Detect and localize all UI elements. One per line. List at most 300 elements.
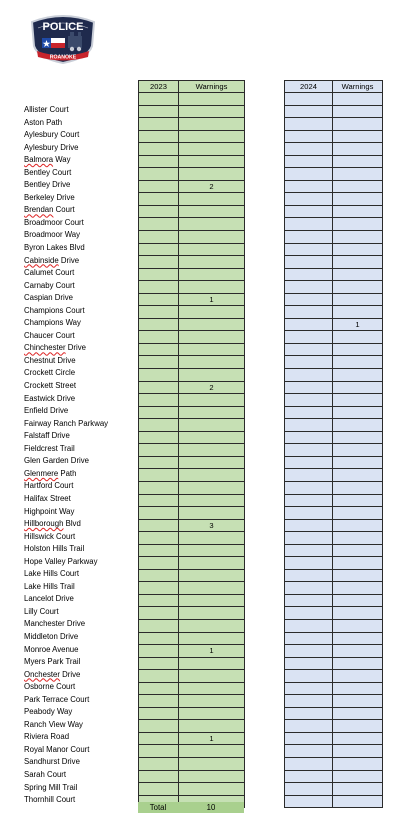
warnings-cell[interactable]: 1 [179, 645, 245, 658]
table-cell-blank[interactable] [285, 218, 333, 231]
table-cell-blank[interactable] [139, 707, 179, 720]
warnings-cell[interactable] [179, 607, 245, 620]
warnings-cell[interactable] [333, 519, 383, 532]
street-name: Hartford Court [24, 481, 74, 491]
street-name: Lilly Court [24, 606, 59, 616]
warnings-cell[interactable] [179, 431, 245, 444]
table-cell-blank[interactable] [139, 168, 179, 181]
warnings-cell[interactable] [333, 645, 383, 658]
table-cell-blank[interactable] [285, 343, 333, 356]
street-name: Sandhurst Drive [24, 757, 80, 767]
table-row [285, 356, 383, 369]
table-cell-blank[interactable] [285, 369, 333, 382]
warnings-cell[interactable] [179, 205, 245, 218]
street-name: Royal Manor Court [24, 744, 90, 754]
warnings-cell[interactable] [179, 544, 245, 557]
warnings-cell[interactable] [333, 594, 383, 607]
table-cell-blank[interactable] [139, 318, 179, 331]
table-cell-blank[interactable] [139, 494, 179, 507]
warnings-cell[interactable] [333, 444, 383, 457]
table-row [139, 469, 245, 482]
table-cell-blank[interactable] [285, 193, 333, 206]
warnings-cell[interactable] [179, 670, 245, 683]
street-name: Manchester Drive [24, 619, 86, 629]
table-cell-blank[interactable] [139, 519, 179, 532]
warnings-cell[interactable] [179, 481, 245, 494]
warnings-cell[interactable] [179, 231, 245, 244]
warnings-cell[interactable] [179, 594, 245, 607]
warnings-cell[interactable] [179, 155, 245, 168]
table-row [285, 481, 383, 494]
table-cell-blank[interactable] [139, 118, 179, 131]
table-cell-blank[interactable] [139, 268, 179, 281]
warnings-cell[interactable] [179, 281, 245, 294]
warnings-cell[interactable]: 1 [333, 318, 383, 331]
warnings-cell[interactable] [333, 180, 383, 193]
table-cell-blank[interactable] [285, 507, 333, 520]
street-name: Enfield Drive [24, 406, 69, 416]
warnings-cell[interactable] [333, 456, 383, 469]
warnings-cell[interactable] [333, 143, 383, 156]
table-cell-blank[interactable] [285, 205, 333, 218]
warnings-cell[interactable] [333, 607, 383, 620]
table-cell-blank[interactable] [139, 281, 179, 294]
table-cell-blank[interactable] [139, 256, 179, 269]
warnings-2024-table [284, 80, 383, 808]
table-cell-blank[interactable] [285, 519, 333, 532]
warnings-cell[interactable] [333, 343, 383, 356]
warnings-cell[interactable] [179, 331, 245, 344]
street-name: Highpoint Way [24, 506, 75, 516]
table-row [285, 331, 383, 344]
warnings-cell[interactable] [333, 406, 383, 419]
table-cell-blank[interactable] [179, 93, 245, 106]
warnings-cell[interactable] [333, 757, 383, 770]
table-row [285, 256, 383, 269]
street-name: Cabinside Drive [24, 255, 80, 265]
warnings-cell[interactable]: 2 [179, 180, 245, 193]
table-row [285, 469, 383, 482]
table-cell-blank[interactable] [139, 155, 179, 168]
table-cell-blank[interactable] [285, 231, 333, 244]
table-cell-blank[interactable] [139, 507, 179, 520]
warnings-cell[interactable]: 1 [179, 732, 245, 745]
warnings-cell[interactable] [179, 256, 245, 269]
table-row [285, 444, 383, 457]
street-name: Falstaff Drive [24, 431, 70, 441]
street-name: Lancelot Drive [24, 594, 74, 604]
warnings-cell[interactable] [179, 243, 245, 256]
table-cell-blank[interactable] [139, 243, 179, 256]
table-cell-blank[interactable] [285, 456, 333, 469]
table-cell-blank[interactable] [285, 770, 333, 783]
warnings-cell[interactable] [179, 632, 245, 645]
street-name: Fieldcrest Trail [24, 443, 75, 453]
table-cell-blank[interactable] [139, 632, 179, 645]
table-cell-blank[interactable] [139, 757, 179, 770]
table-cell-blank[interactable] [139, 180, 179, 193]
warnings-cell[interactable] [179, 444, 245, 457]
warnings-cell[interactable] [333, 657, 383, 670]
table-row [139, 632, 245, 645]
table-row [139, 757, 245, 770]
street-name: Glen Garden Drive [24, 456, 90, 466]
table-cell-blank[interactable] [285, 143, 333, 156]
table-cell-blank[interactable] [285, 607, 333, 620]
table-row [285, 130, 383, 143]
table-row [139, 93, 245, 106]
warnings-cell[interactable] [179, 507, 245, 520]
table-cell-blank[interactable] [285, 569, 333, 582]
table-cell-blank[interactable] [285, 105, 333, 118]
table-row [285, 293, 383, 306]
table-cell-blank[interactable] [139, 343, 179, 356]
warnings-cell[interactable] [179, 193, 245, 206]
table-cell-blank[interactable] [139, 331, 179, 344]
warnings-cell[interactable] [179, 356, 245, 369]
warnings-cell[interactable] [333, 394, 383, 407]
table-cell-blank[interactable] [139, 356, 179, 369]
table-cell-blank[interactable] [285, 544, 333, 557]
warnings-cell[interactable] [333, 419, 383, 432]
table-cell-blank[interactable] [139, 532, 179, 545]
table-cell-blank[interactable] [285, 394, 333, 407]
table-cell-blank[interactable] [333, 93, 383, 106]
table-cell-blank[interactable] [139, 720, 179, 733]
table-row [139, 481, 245, 494]
table-cell-blank[interactable] [285, 469, 333, 482]
table-cell-blank[interactable] [285, 180, 333, 193]
table-cell-blank[interactable] [285, 532, 333, 545]
warnings-cell[interactable] [179, 143, 245, 156]
warnings-cell[interactable] [333, 670, 383, 683]
table-cell-blank[interactable] [285, 783, 333, 796]
warnings-cell[interactable] [333, 381, 383, 394]
warnings-cell[interactable] [179, 783, 245, 796]
table-cell-blank[interactable] [139, 557, 179, 570]
table-cell-blank[interactable] [285, 118, 333, 131]
warnings-cell[interactable] [333, 619, 383, 632]
table-cell-blank[interactable] [139, 231, 179, 244]
warnings-cell[interactable] [179, 218, 245, 231]
table-row [285, 180, 383, 193]
warnings-cell[interactable] [333, 218, 383, 231]
warnings-cell[interactable] [179, 757, 245, 770]
table-cell-blank[interactable] [139, 732, 179, 745]
table-row [285, 369, 383, 382]
table-row [139, 381, 245, 394]
warnings-cell[interactable]: 1 [179, 293, 245, 306]
warnings-cell[interactable] [333, 632, 383, 645]
warnings-cell[interactable] [179, 118, 245, 131]
warnings-cell[interactable] [179, 268, 245, 281]
table-cell-blank[interactable] [285, 155, 333, 168]
warnings-cell[interactable] [333, 331, 383, 344]
table-cell-blank[interactable] [139, 306, 179, 319]
table-cell-blank[interactable] [285, 331, 333, 344]
table-cell-blank[interactable] [285, 419, 333, 432]
street-name: Halifax Street [24, 493, 71, 503]
table-row [139, 682, 245, 695]
warnings-cell[interactable] [333, 745, 383, 758]
table-cell-blank[interactable] [285, 720, 333, 733]
table-cell-blank[interactable] [139, 419, 179, 432]
table-row [139, 544, 245, 557]
warnings-cell[interactable] [179, 582, 245, 595]
table-row [285, 155, 383, 168]
table-cell-blank[interactable] [285, 431, 333, 444]
table-cell-blank[interactable] [139, 293, 179, 306]
table-row [139, 256, 245, 269]
table-cell-blank[interactable] [285, 168, 333, 181]
table-cell-blank[interactable] [139, 431, 179, 444]
warnings-cell[interactable] [179, 657, 245, 670]
table-row [285, 670, 383, 683]
table-row [139, 707, 245, 720]
table-cell-blank[interactable] [139, 745, 179, 758]
table-cell-blank[interactable] [139, 444, 179, 457]
table-cell-blank[interactable] [139, 130, 179, 143]
warnings-cell[interactable] [333, 306, 383, 319]
warnings-cell[interactable] [333, 369, 383, 382]
table-cell-blank[interactable] [285, 406, 333, 419]
street-name: Chaucer Court [24, 330, 75, 340]
table-header-row [285, 81, 383, 93]
table-cell-blank[interactable] [139, 369, 179, 382]
table-cell-blank[interactable] [285, 670, 333, 683]
warnings-cell[interactable] [179, 695, 245, 708]
table-cell-blank[interactable] [139, 783, 179, 796]
street-name: Peabody Way [24, 707, 73, 717]
warnings-cell[interactable] [179, 720, 245, 733]
warnings-cell[interactable] [333, 105, 383, 118]
table-cell-blank[interactable] [285, 732, 333, 745]
table-cell-blank[interactable] [139, 143, 179, 156]
table-row [139, 519, 245, 532]
street-name: Ranch View Way [24, 719, 83, 729]
table-cell-blank[interactable] [285, 757, 333, 770]
table-cell-blank[interactable] [139, 670, 179, 683]
warnings-cell[interactable] [333, 707, 383, 720]
table-cell-blank[interactable] [285, 557, 333, 570]
table-row [285, 582, 383, 595]
street-name: Bentley Court [24, 167, 72, 177]
table-cell-blank[interactable] [139, 582, 179, 595]
table-row [139, 155, 245, 168]
warnings-cell[interactable] [179, 469, 245, 482]
table-cell-blank[interactable] [139, 682, 179, 695]
warnings-cell[interactable] [333, 118, 383, 131]
warnings-cell[interactable] [179, 456, 245, 469]
table-row [285, 243, 383, 256]
warnings-cell[interactable] [179, 306, 245, 319]
street-name: Lake Hills Court [24, 569, 80, 579]
warnings-cell[interactable] [333, 481, 383, 494]
table-cell-blank[interactable] [285, 268, 333, 281]
table-cell-blank[interactable] [139, 594, 179, 607]
warnings-cell[interactable] [333, 783, 383, 796]
table-row [139, 343, 245, 356]
warnings-cell[interactable] [179, 168, 245, 181]
warnings-cell[interactable] [179, 707, 245, 720]
warnings-cell[interactable] [333, 494, 383, 507]
table-cell-blank[interactable] [139, 481, 179, 494]
warnings-cell[interactable] [179, 343, 245, 356]
warnings-cell[interactable] [333, 582, 383, 595]
table-cell-blank[interactable] [285, 130, 333, 143]
warnings-cell[interactable] [333, 231, 383, 244]
table-cell-blank[interactable] [139, 93, 179, 106]
warnings-cell[interactable] [179, 406, 245, 419]
warnings-cell[interactable] [179, 369, 245, 382]
table-row [285, 645, 383, 658]
table-cell-blank[interactable] [139, 695, 179, 708]
table-cell-blank[interactable] [139, 381, 179, 394]
table-row [139, 569, 245, 582]
table-cell-blank[interactable] [285, 281, 333, 294]
table-cell-blank[interactable] [139, 218, 179, 231]
table-cell-blank[interactable] [139, 205, 179, 218]
warnings-cell[interactable] [333, 469, 383, 482]
table-cell-blank[interactable] [139, 569, 179, 582]
table-cell-blank[interactable] [139, 619, 179, 632]
table-cell-blank[interactable] [285, 594, 333, 607]
warnings-cell[interactable] [333, 243, 383, 256]
street-name: Balmora Way [24, 155, 71, 165]
table-cell-blank[interactable] [285, 293, 333, 306]
warnings-cell[interactable] [333, 695, 383, 708]
warnings-cell[interactable] [333, 281, 383, 294]
table-row [139, 118, 245, 131]
warnings-cell[interactable] [333, 569, 383, 582]
warnings-cell[interactable] [333, 720, 383, 733]
warnings-cell[interactable]: 2 [179, 381, 245, 394]
table-cell-blank[interactable] [285, 707, 333, 720]
table-row [285, 732, 383, 745]
logo-bottom-text: ROANOKE [49, 54, 77, 61]
warnings-cell[interactable] [179, 105, 245, 118]
warnings-cell[interactable]: 3 [179, 519, 245, 532]
table-cell-blank[interactable] [139, 544, 179, 557]
table-row [285, 544, 383, 557]
table-cell-blank[interactable] [139, 645, 179, 658]
table-cell-blank[interactable] [285, 695, 333, 708]
warnings-cell[interactable] [333, 193, 383, 206]
table-row [139, 557, 245, 570]
warnings-cell[interactable] [179, 394, 245, 407]
table-cell-blank[interactable] [285, 632, 333, 645]
table-cell-blank[interactable] [285, 682, 333, 695]
table-row [139, 356, 245, 369]
table-cell-blank[interactable] [285, 481, 333, 494]
warnings-cell[interactable] [333, 256, 383, 269]
table-row [139, 193, 245, 206]
warnings-cell[interactable] [333, 770, 383, 783]
table-row [285, 318, 383, 331]
table-cell-blank[interactable] [139, 607, 179, 620]
table-cell-blank[interactable] [139, 394, 179, 407]
table-row [285, 532, 383, 545]
warnings-cell[interactable] [333, 532, 383, 545]
warnings-cell[interactable] [333, 268, 383, 281]
warnings-cell[interactable] [333, 795, 383, 808]
warnings-cell[interactable] [333, 431, 383, 444]
warnings-cell[interactable] [333, 205, 383, 218]
warnings-cell[interactable] [333, 557, 383, 570]
warnings-cell[interactable] [333, 507, 383, 520]
warnings-cell[interactable] [179, 419, 245, 432]
table-cell-blank[interactable] [285, 356, 333, 369]
warnings-cell[interactable] [179, 770, 245, 783]
table-cell-blank[interactable] [139, 456, 179, 469]
table-cell-blank[interactable] [285, 93, 333, 106]
warnings-cell[interactable] [333, 732, 383, 745]
table-row [285, 281, 383, 294]
table-row [139, 431, 245, 444]
table-cell-blank[interactable] [139, 657, 179, 670]
table-cell-blank[interactable] [285, 645, 333, 658]
warnings-cell[interactable] [179, 619, 245, 632]
warnings-cell[interactable] [179, 557, 245, 570]
table-cell-blank[interactable] [285, 243, 333, 256]
table-row [285, 456, 383, 469]
warnings-cell[interactable] [179, 569, 245, 582]
warnings-cell[interactable] [333, 682, 383, 695]
warnings-cell[interactable] [333, 293, 383, 306]
street-name: Eastwick Drive [24, 393, 76, 403]
table-cell-blank[interactable] [139, 469, 179, 482]
table-row [285, 143, 383, 156]
street-name: Riviera Road [24, 732, 70, 742]
table-cell-blank[interactable] [139, 105, 179, 118]
table-row [285, 118, 383, 131]
table-cell-blank[interactable] [285, 745, 333, 758]
warnings-cell[interactable] [333, 155, 383, 168]
table-row [139, 130, 245, 143]
warnings-cell[interactable] [179, 494, 245, 507]
table-cell-blank[interactable] [139, 770, 179, 783]
warnings-cell[interactable] [333, 130, 383, 143]
table-cell-blank[interactable] [285, 318, 333, 331]
warnings-cell[interactable] [179, 318, 245, 331]
table-cell-blank[interactable] [139, 406, 179, 419]
street-name: Carnaby Court [24, 280, 75, 290]
table-cell-blank[interactable] [285, 494, 333, 507]
table-row [285, 268, 383, 281]
warnings-cell[interactable] [333, 356, 383, 369]
table-row [139, 231, 245, 244]
table-cell-blank[interactable] [285, 256, 333, 269]
table-cell-blank[interactable] [285, 306, 333, 319]
table-cell-blank[interactable] [285, 444, 333, 457]
table-row [139, 494, 245, 507]
table-cell-blank[interactable] [139, 193, 179, 206]
warnings-cell[interactable] [179, 130, 245, 143]
table-cell-blank[interactable] [285, 381, 333, 394]
table-row [139, 268, 245, 281]
warnings-cell[interactable] [179, 532, 245, 545]
warnings-header-2024: Warnings [333, 81, 383, 93]
table-cell-blank[interactable] [285, 795, 333, 808]
table-row [285, 682, 383, 695]
warnings-cell[interactable] [333, 168, 383, 181]
warnings-cell[interactable] [179, 745, 245, 758]
warnings-cell[interactable] [179, 682, 245, 695]
warnings-cell[interactable] [333, 544, 383, 557]
table-cell-blank[interactable] [285, 582, 333, 595]
table-cell-blank[interactable] [285, 657, 333, 670]
table-cell-blank[interactable] [285, 619, 333, 632]
